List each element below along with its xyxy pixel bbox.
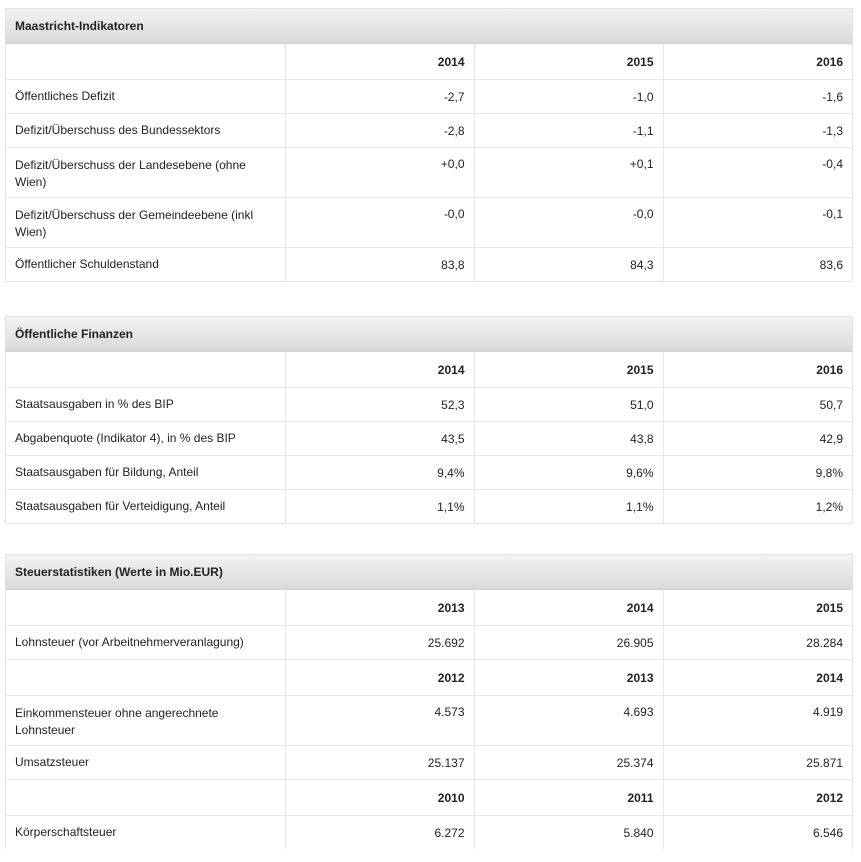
row-label: Umsatzsteuer bbox=[6, 746, 285, 780]
row-label: Defizit/Überschuss der Gemeindeebene (inkl Wien) bbox=[6, 198, 285, 248]
finanzen-table bbox=[6, 352, 852, 523]
value-cell: 5.840 bbox=[474, 816, 663, 850]
value-cell: -1,6 bbox=[663, 80, 852, 114]
year-header: 2014 bbox=[663, 660, 852, 696]
value-cell: 42,9 bbox=[663, 422, 852, 456]
value-cell: 50,7 bbox=[663, 388, 852, 422]
table-row bbox=[6, 148, 852, 198]
year-header: 2014 bbox=[474, 590, 663, 626]
table-row bbox=[6, 422, 852, 456]
row-label: Lohnsteuer (vor Arbeitnehmerveranlagung) bbox=[6, 626, 285, 660]
value-cell: -1,0 bbox=[474, 80, 663, 114]
year-header-row bbox=[6, 590, 852, 626]
value-cell: 25.374 bbox=[474, 746, 663, 780]
header-empty-cell bbox=[6, 660, 285, 696]
row-label: Staatsausgaben in % des BIP bbox=[6, 388, 285, 422]
panel-maastricht-indikatoren bbox=[5, 8, 853, 282]
value-cell: -0,1 bbox=[663, 198, 852, 248]
value-cell: 25.692 bbox=[285, 626, 474, 660]
value-cell: 9,6% bbox=[474, 456, 663, 490]
value-cell: 4.573 bbox=[285, 696, 474, 746]
header-empty-cell bbox=[6, 590, 285, 626]
year-header: 2012 bbox=[663, 780, 852, 816]
value-cell: 9,8% bbox=[663, 456, 852, 490]
value-cell: 83,8 bbox=[285, 248, 474, 282]
year-header: 2015 bbox=[663, 590, 852, 626]
panel-title: Steuerstatistiken (Werte in Mio.EUR) bbox=[6, 555, 852, 590]
year-header: 2016 bbox=[663, 44, 852, 80]
value-cell: 6.272 bbox=[285, 816, 474, 850]
year-header-row bbox=[6, 660, 852, 696]
year-header: 2010 bbox=[285, 780, 474, 816]
header-empty-cell bbox=[6, 44, 285, 80]
value-cell: 52,3 bbox=[285, 388, 474, 422]
maastricht-table bbox=[6, 44, 852, 281]
row-label: Einkommensteuer ohne angerechnete Lohnsteuer bbox=[6, 696, 285, 746]
value-cell: -2,8 bbox=[285, 114, 474, 148]
row-label: Staatsausgaben für Verteidigung, Anteil bbox=[6, 490, 285, 524]
value-cell: 6.546 bbox=[812, 825, 843, 840]
value-cell: -1,3 bbox=[663, 114, 852, 148]
table-row bbox=[6, 388, 852, 422]
value-cell: -1,1 bbox=[474, 114, 663, 148]
year-header: 2011 bbox=[474, 780, 663, 816]
value-cell: 4.693 bbox=[474, 696, 663, 746]
table-row bbox=[6, 456, 852, 490]
year-header: 2015 bbox=[474, 352, 663, 388]
year-header: 2014 bbox=[285, 352, 474, 388]
panel-title: Maastricht-Indikatoren bbox=[6, 9, 852, 44]
panel-steuerstatistiken bbox=[5, 554, 853, 849]
year-header-row bbox=[6, 780, 852, 816]
value-cell: -0,4 bbox=[663, 148, 852, 198]
value-cell: 84,3 bbox=[474, 248, 663, 282]
row-label: Öffentlicher Schuldenstand bbox=[6, 248, 285, 282]
row-label: Defizit/Überschuss des Bundessektors bbox=[6, 114, 285, 148]
value-cell: 43,5 bbox=[285, 422, 474, 456]
year-header: 2014 bbox=[285, 44, 474, 80]
year-header-row bbox=[6, 44, 852, 80]
value-cell: 28.284 bbox=[663, 626, 852, 660]
value-cell: -0,0 bbox=[285, 198, 474, 248]
row-label: Abgabenquote (Indikator 4), in % des BIP bbox=[6, 422, 285, 456]
year-header: 2015 bbox=[474, 44, 663, 80]
table-row bbox=[6, 816, 852, 850]
value-cell: 83,6 bbox=[819, 257, 843, 272]
panel-title: Öffentliche Finanzen bbox=[6, 317, 852, 352]
header-empty-cell bbox=[6, 352, 285, 388]
table-row bbox=[6, 114, 852, 148]
table-row bbox=[6, 490, 852, 524]
table-row bbox=[6, 696, 852, 746]
value-cell: +0,1 bbox=[474, 148, 663, 198]
value-cell: 1,2% bbox=[815, 499, 843, 514]
table-row bbox=[6, 746, 852, 780]
year-header: 2013 bbox=[285, 590, 474, 626]
value-cell: 51,0 bbox=[474, 388, 663, 422]
table-row bbox=[6, 248, 852, 282]
year-header: 2013 bbox=[474, 660, 663, 696]
value-cell: 26.905 bbox=[474, 626, 663, 660]
header-empty-cell bbox=[6, 780, 285, 816]
table-row bbox=[6, 80, 852, 114]
row-label: Staatsausgaben für Bildung, Anteil bbox=[6, 456, 285, 490]
steuer-table bbox=[6, 590, 852, 849]
value-cell: 1,1% bbox=[474, 490, 663, 524]
row-label: Körperschaftsteuer bbox=[6, 816, 285, 850]
value-cell: -0,0 bbox=[474, 198, 663, 248]
value-cell: -2,7 bbox=[285, 80, 474, 114]
value-cell: 43,8 bbox=[474, 422, 663, 456]
table-row bbox=[6, 198, 852, 248]
value-cell: 25.137 bbox=[285, 746, 474, 780]
year-header: 2012 bbox=[285, 660, 474, 696]
panel-oeffentliche-finanzen bbox=[5, 316, 853, 524]
table-row bbox=[6, 626, 852, 660]
value-cell: 1,1% bbox=[285, 490, 474, 524]
year-header-row bbox=[6, 352, 852, 388]
value-cell: 4.919 bbox=[663, 696, 852, 746]
year-header: 2016 bbox=[663, 352, 852, 388]
row-label: Öffentliches Defizit bbox=[6, 80, 285, 114]
value-cell: 25.871 bbox=[663, 746, 852, 780]
value-cell: +0,0 bbox=[285, 148, 474, 198]
row-label: Defizit/Überschuss der Landesebene (ohne Wien) bbox=[6, 148, 285, 198]
value-cell: 9,4% bbox=[285, 456, 474, 490]
